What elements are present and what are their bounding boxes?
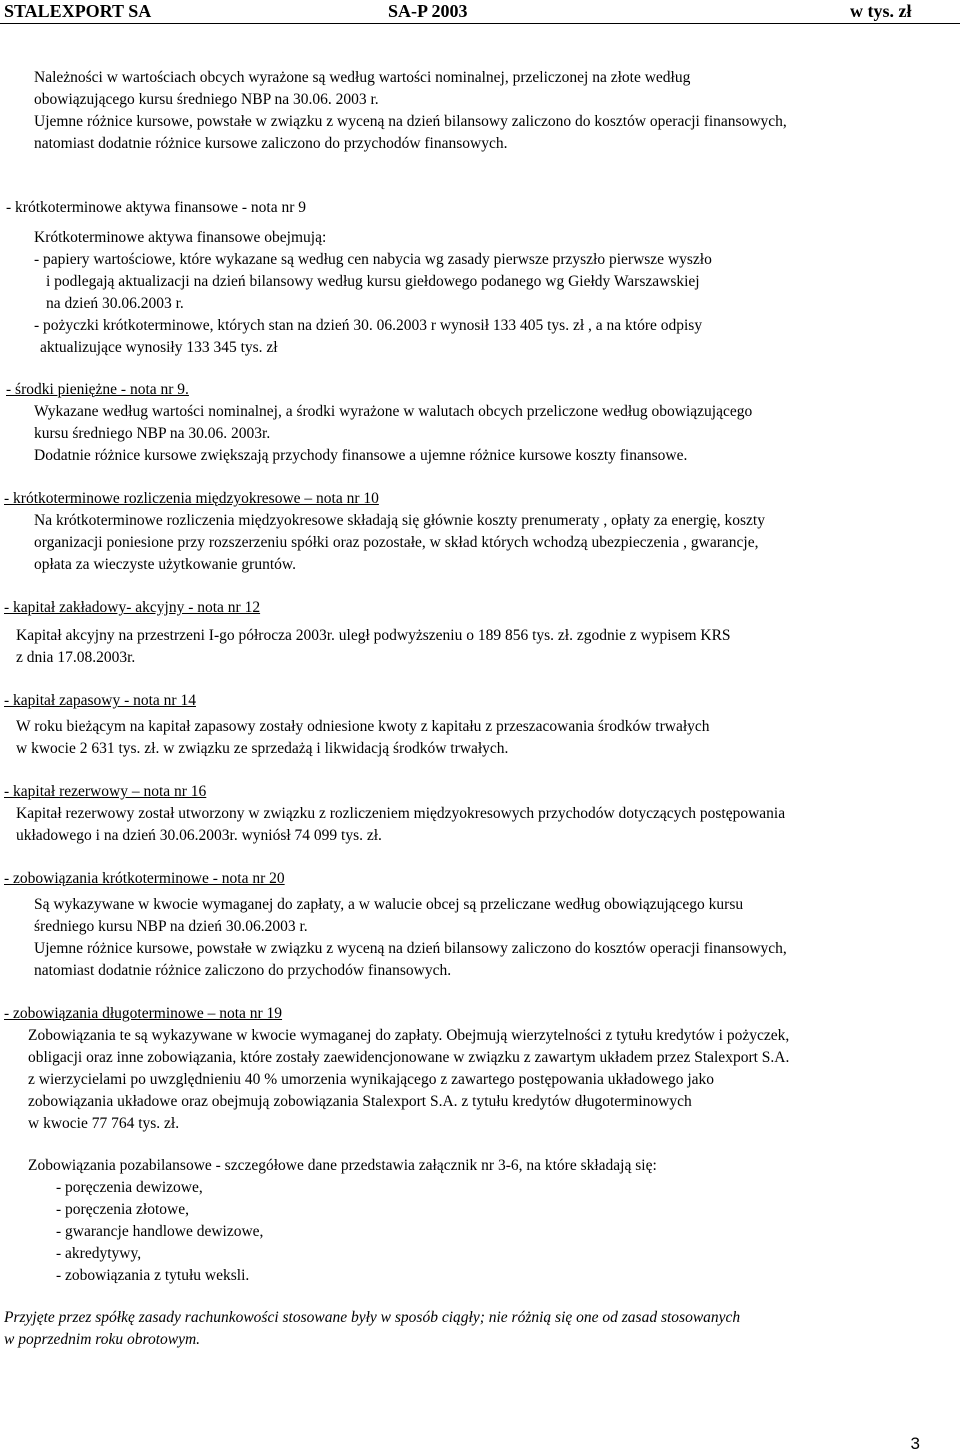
text-line: - zobowiązania z tytułu weksli. [56, 1267, 250, 1284]
text-line: Zobowiązania te są wykazywane w kwocie wymaganej do zapłaty. Obejmują wierzytelności z tytułu kredytów i pożyczek, [28, 1027, 790, 1044]
text-line: Przyjęte przez spółkę zasady rachunkowości stosowane były w sposób ciągły; nie różnią się one od zasad stosowanych [4, 1309, 741, 1326]
text-line: W roku bieżącym na kapitał zapasowy zostały odniesione kwoty z kapitału z przeszacowania środków trwałych [16, 718, 710, 735]
page-header [0, 0, 960, 24]
text-line: organizacji poniesione przy rozszerzeniu spółki oraz pozostałe, w skład których wchodzą ubezpieczenia , gwarancje, [34, 534, 759, 551]
text-line: Dodatnie różnice kursowe zwiększają przychody finansowe a ujemne różnice kursowe koszty finansowe. [34, 447, 688, 464]
section-heading: - kapitał zakładowy- akcyjny - nota nr 12 [4, 599, 261, 616]
text-line: opłata za wieczyste użytkowanie gruntów. [34, 556, 296, 573]
text-line: Na krótkoterminowe rozliczenia międzyokresowe składają się głównie koszty prenumeraty , opłaty za energię, koszty [34, 512, 765, 529]
text-line: z dnia 17.08.2003r. [16, 649, 136, 666]
text-line: Wykazane według wartości nominalnej, a środki wyrażone w walutach obcych przeliczone według obowiązującego [34, 403, 753, 420]
text-line: obligacji oraz inne zobowiązania, które zostały zaewidencjonowane w związku z zawartym układem przez Stalexport S.A. [28, 1049, 790, 1066]
text-line: Kapitał akcyjny na przestrzeni I-go półrocza 2003r. uległ podwyższeniu o 189 856 tys. zł. zgodnie z wypisem KRS [16, 627, 731, 644]
text-line: natomiast dodatnie różnice kursowe zaliczono do przychodów finansowych. [34, 135, 508, 152]
report-code: SA-P 2003 [388, 1, 468, 21]
text-line: obowiązującego kursu średniego NBP na 30.06. 2003 r. [34, 91, 379, 108]
text-line: natomiast dodatnie różnice zaliczono do przychodów finansowych. [34, 962, 452, 979]
section-heading: - zobowiązania długoterminowe – nota nr 19 [4, 1005, 283, 1022]
header-rule [0, 23, 960, 24]
text-line: - akredytywy, [56, 1245, 142, 1262]
text-line: Ujemne różnice kursowe, powstałe w związku z wyceną na dzień bilansowy zaliczono do kosztów operacji finansowych, [34, 113, 787, 130]
text-line: średniego kursu NBP na dzień 30.06.2003 r. [34, 918, 308, 935]
text-line: zobowiązania układowe oraz obejmują zobowiązania Stalexport S.A. z tytułu kredytów długoterminowych [28, 1093, 692, 1110]
section-heading: - kapitał rezerwowy – nota nr 16 [4, 783, 207, 800]
page-number: 3 [910, 1434, 920, 1453]
company-name: STALEXPORT SA [4, 1, 152, 21]
text-line: Należności w wartościach obcych wyrażone są według wartości nominalnej, przeliczonej na złote według [34, 69, 691, 86]
text-line: Krótkoterminowe aktywa finansowe obejmują: [34, 229, 327, 246]
text-line: - papiery wartościowe, które wykazane są według cen nabycia wg zasady pierwsze przyszło pierwsze wyszło [34, 251, 712, 268]
text-line: Są wykazywane w kwocie wymaganej do zapłaty, a w walucie obcej są przeliczane według obowiązującego kursu [34, 896, 744, 913]
text-line: na dzień 30.06.2003 r. [46, 295, 184, 312]
unit-label: w tys. zł [850, 1, 912, 21]
text-line: kursu średniego NBP na 30.06. 2003r. [34, 425, 271, 442]
text-line: Ujemne różnice kursowe, powstałe w związku z wyceną na dzień bilansowy zaliczono do kosztów operacji finansowych, [34, 940, 787, 957]
text-line: - gwarancje handlowe dewizowe, [56, 1223, 264, 1240]
section-heading: - środki pieniężne - nota nr 9. [6, 381, 189, 398]
section-heading: - kapitał zapasowy - nota nr 14 [4, 692, 196, 709]
text-line: Kapitał rezerwowy został utworzony w związku z rozliczeniem międzyokresowych przychodów dotyczących postępowania [16, 805, 786, 822]
text-line: i podlegają aktualizacji na dzień bilansowy według kursu giełdowego podanego wg Giełdy Warszawskiej [46, 273, 700, 290]
text-line: - poręczenia dewizowe, [56, 1179, 203, 1196]
text-line: - poręczenia złotowe, [56, 1201, 189, 1218]
text-line: w poprzednim roku obrotowym. [4, 1331, 201, 1348]
text-line: - pożyczki krótkoterminowe, których stan na dzień 30. 06.2003 r wynosił 133 405 tys. zł , a na które odpisy [34, 317, 703, 334]
section-heading: - krótkoterminowe rozliczenia międzyokresowe – nota nr 10 [4, 490, 379, 507]
text-line: w kwocie 77 764 tys. zł. [28, 1115, 180, 1132]
text-line: - krótkoterminowe aktywa finansowe - nota nr 9 [6, 199, 307, 216]
text-line: aktualizujące wynosiły 133 345 tys. zł [40, 339, 278, 356]
text-line: w kwocie 2 631 tys. zł. w związku ze sprzedażą i likwidacją środków trwałych. [16, 740, 509, 757]
section-heading: - zobowiązania krótkoterminowe - nota nr 20 [4, 870, 285, 887]
text-line: z wierzycielami po uwzględnieniu 40 % umorzenia wynikającego z zawartego postępowania układowego jako [28, 1071, 715, 1088]
text-line: Zobowiązania pozabilansowe - szczegółowe dane przedstawia załącznik nr 3-6, na które składają się: [28, 1157, 657, 1174]
text-line: układowego i na dzień 30.06.2003r. wyniósł 74 099 tys. zł. [16, 827, 382, 844]
